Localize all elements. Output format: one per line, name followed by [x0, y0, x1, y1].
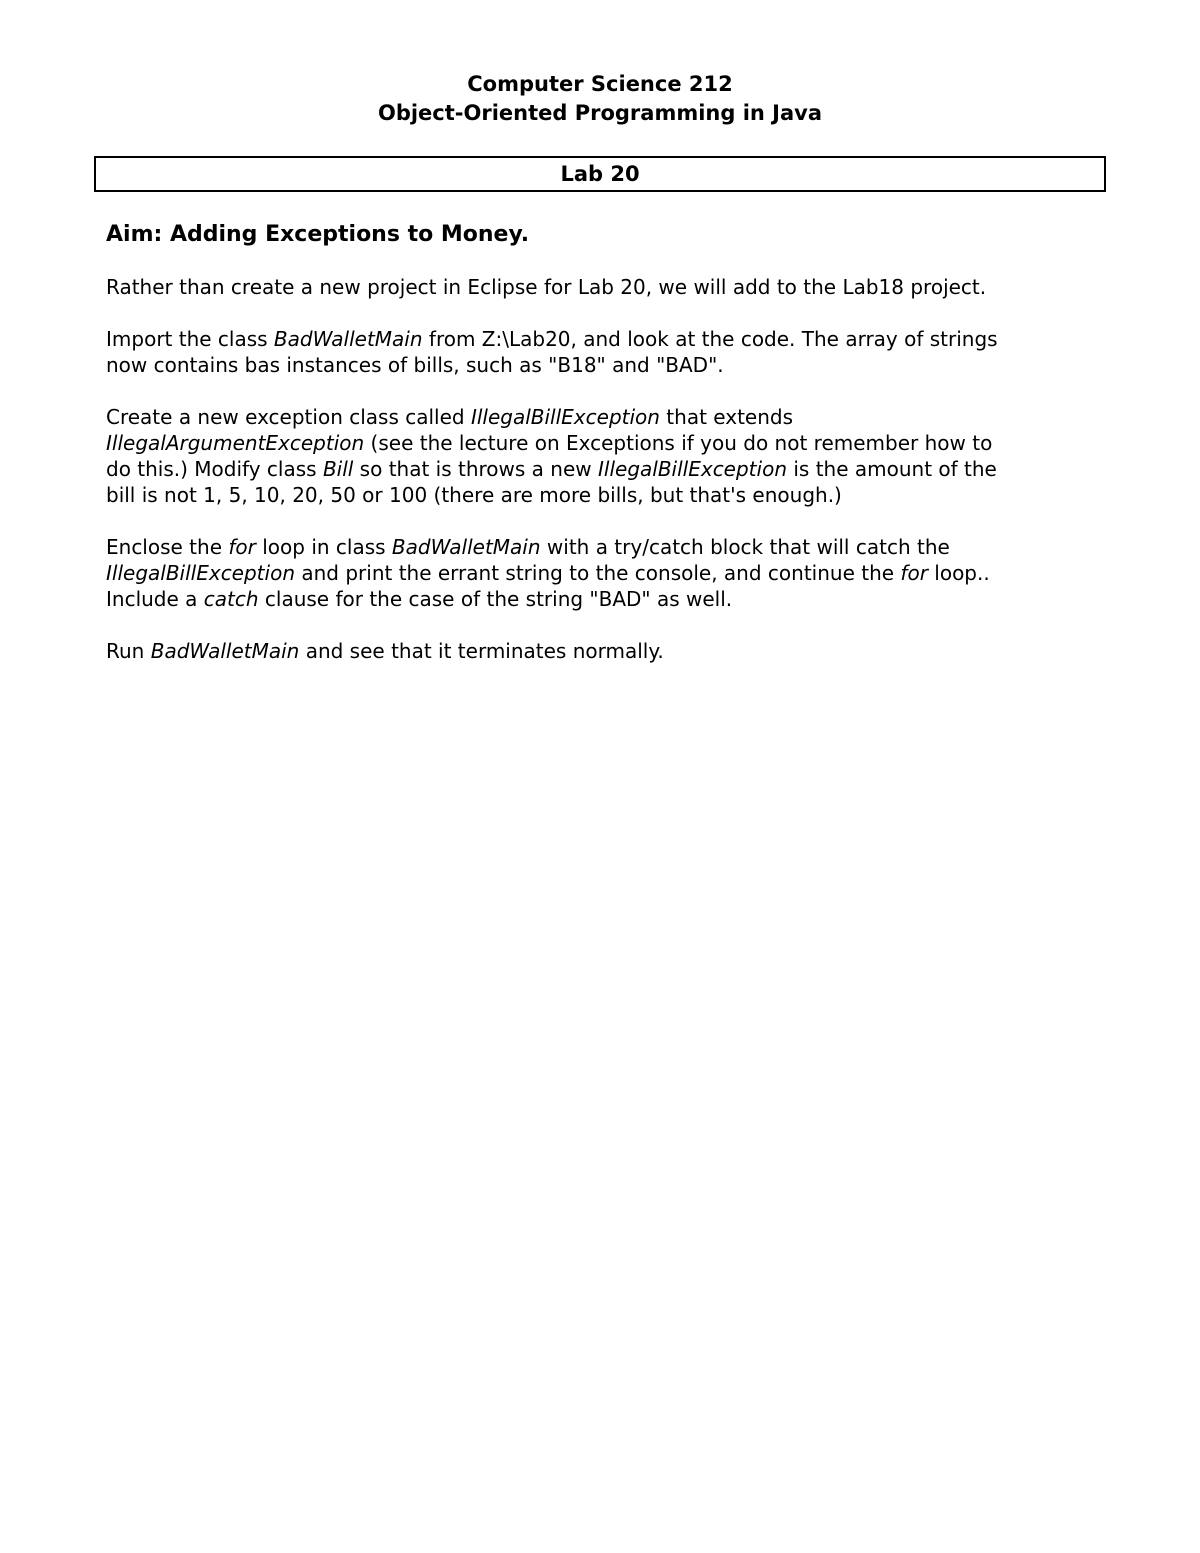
- text-segment: and see that it terminates normally.: [299, 639, 664, 663]
- text-segment: Create a new exception class called: [106, 405, 471, 429]
- lab-content: [106, 220, 1096, 690]
- paragraph: [106, 274, 1096, 300]
- text-segment: that extends: [659, 405, 794, 429]
- paragraph: [106, 326, 1096, 378]
- text-segment: loop in class: [255, 535, 392, 559]
- italic-term: IllegalArgumentException: [106, 431, 365, 455]
- text-segment: loop..: [927, 561, 990, 585]
- italic-term: BadWalletMain: [391, 535, 541, 559]
- course-header: [0, 70, 1200, 128]
- text-segment: and print the errant string to the console, and continue the: [295, 561, 901, 585]
- lab-title: Lab 20: [560, 162, 640, 186]
- paragraph-line: [106, 404, 1096, 430]
- text-segment: Run: [106, 639, 151, 663]
- text-segment: with a try/catch block that will catch the: [540, 535, 950, 559]
- italic-term: BadWalletMain: [273, 327, 423, 351]
- italic-term: for: [900, 561, 928, 585]
- paragraph: [106, 404, 1096, 508]
- text-segment: Rather than create a new project in Eclipse for Lab 20, we will add to the Lab18 project.: [106, 275, 987, 299]
- italic-term: for: [228, 535, 256, 559]
- paragraph-line: [106, 560, 1096, 586]
- lab-title-box: [94, 156, 1106, 192]
- paragraph-line: [106, 586, 1096, 612]
- aim-heading: Aim: Adding Exceptions to Money.: [106, 222, 530, 247]
- italic-term: Bill: [322, 457, 354, 481]
- paragraph: [106, 534, 1096, 612]
- text-segment: Enclose the: [106, 535, 229, 559]
- paragraph-line: [106, 274, 1096, 300]
- text-segment: do this.) Modify class: [106, 457, 323, 481]
- italic-term: IllegalBillException: [598, 457, 787, 481]
- text-segment: is the amount of the: [787, 457, 997, 481]
- paragraph-line: [106, 534, 1096, 560]
- text-segment: clause for the case of the string "BAD" as well.: [258, 587, 733, 611]
- text-segment: (see the lecture on Exceptions if you do not remember how to: [364, 431, 993, 455]
- paragraph-line: [106, 482, 1096, 508]
- instructions: [106, 274, 1096, 664]
- paragraph: [106, 638, 1096, 664]
- italic-term: IllegalBillException: [106, 561, 295, 585]
- text-segment: so that is throws a new: [353, 457, 598, 481]
- course-subtitle: Object-Oriented Programming in Java: [377, 101, 823, 125]
- paragraph-line: [106, 456, 1096, 482]
- paragraph-line: [106, 638, 1096, 664]
- italic-term: catch: [203, 587, 259, 611]
- text-segment: Include a: [106, 587, 204, 611]
- text-segment: from Z:\Lab20, and look at the code. The array of strings: [422, 327, 998, 351]
- paragraph-line: [106, 326, 1096, 352]
- text-segment: Import the class: [106, 327, 274, 351]
- text-segment: now contains bas instances of bills, such as "B18" and "BAD".: [106, 353, 724, 377]
- italic-term: BadWalletMain: [150, 639, 300, 663]
- italic-term: IllegalBillException: [470, 405, 660, 429]
- paragraph-line: [106, 430, 1096, 456]
- course-title: Computer Science 212: [467, 72, 733, 96]
- text-segment: bill is not 1, 5, 10, 20, 50 or 100 (there are more bills, but that's enough.): [106, 483, 842, 507]
- paragraph-line: [106, 352, 1096, 378]
